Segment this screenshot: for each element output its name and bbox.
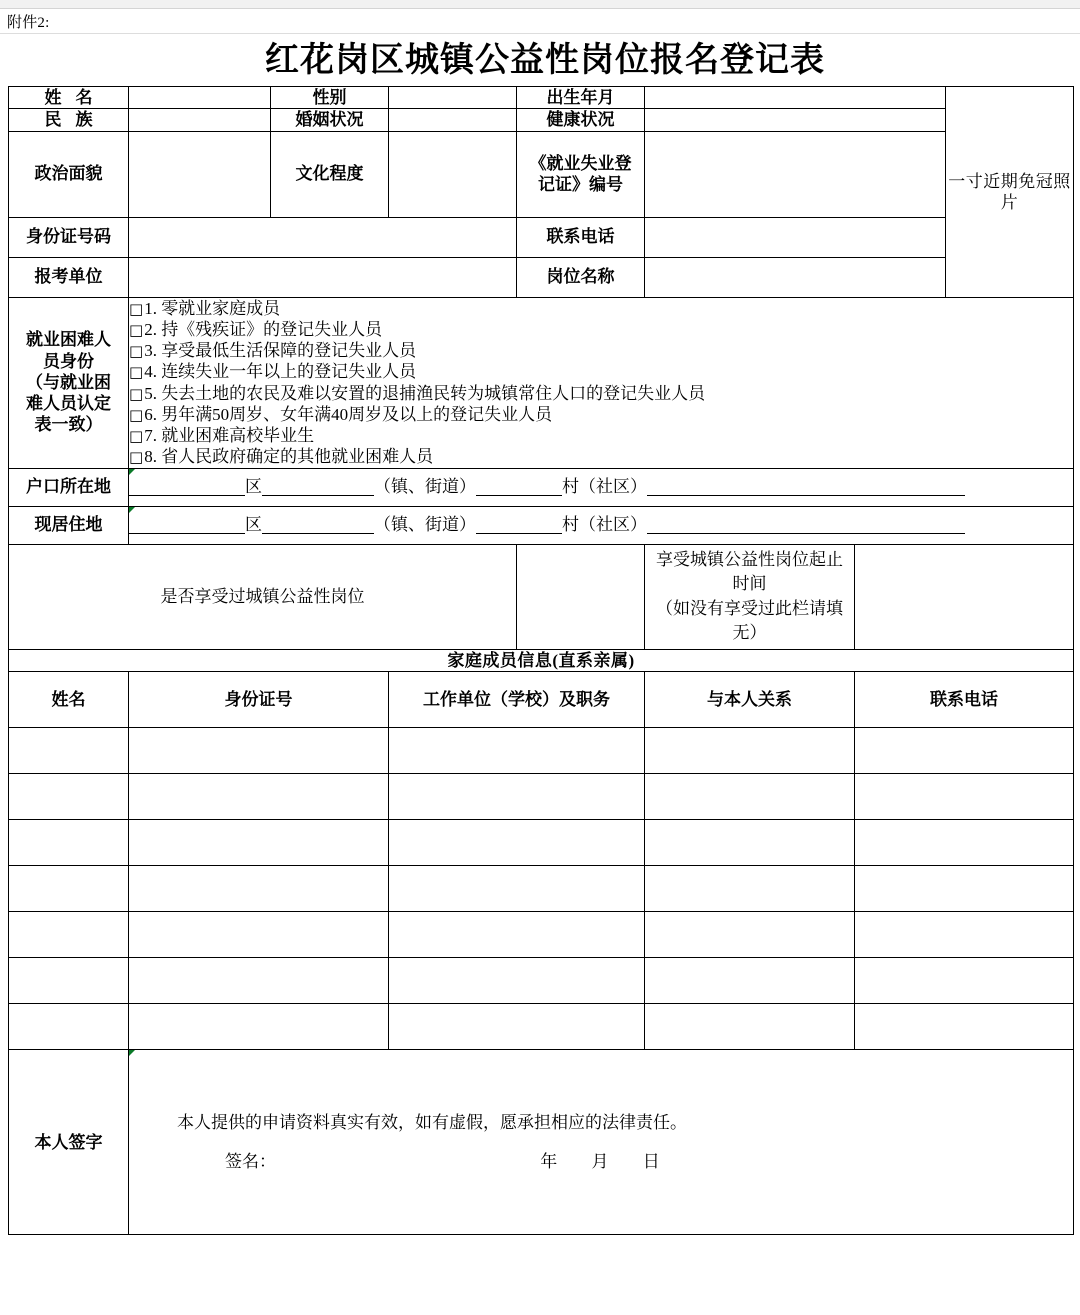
family-cell-workplace[interactable] <box>389 866 645 912</box>
comment-marker-icon <box>129 507 135 513</box>
family-cell-id[interactable] <box>129 1004 389 1050</box>
signature-statement: 本人提供的申请资料真实有效，如有虚假，愿承担相应的法律责任。 <box>177 1113 687 1133</box>
difficulty-option-3[interactable] <box>129 340 1073 361</box>
household-town-blank[interactable] <box>476 476 562 496</box>
household-district-blank-2[interactable] <box>262 476 374 496</box>
signature-line[interactable] <box>129 1151 1073 1172</box>
family-cell-name[interactable] <box>9 866 129 912</box>
family-cell-workplace[interactable] <box>389 958 645 1004</box>
difficulty-option-2-label: 2. 持《残疾证》的登记失业人员 <box>144 319 383 339</box>
row-ethnicity <box>9 109 1074 131</box>
checkbox-icon[interactable]: □ <box>129 299 144 318</box>
family-cell-relation[interactable] <box>645 774 855 820</box>
family-cell-phone[interactable] <box>855 912 1074 958</box>
family-cell-workplace[interactable] <box>389 728 645 774</box>
difficulty-option-7-label: 7. 就业困难高校毕业生 <box>144 426 315 445</box>
label-birth: 出生年月 <box>517 87 645 109</box>
input-marital[interactable] <box>389 109 517 131</box>
page-title: 红花岗区城镇公益性岗位报名登记表 <box>265 40 825 80</box>
row-political <box>9 131 1074 217</box>
date-month-label: 月 <box>591 1152 609 1172</box>
difficulty-label-line-5: 表一致） <box>34 415 103 435</box>
row-household-address <box>9 468 1074 506</box>
checkbox-icon[interactable]: □ <box>129 342 144 360</box>
comment-marker-icon <box>129 1050 135 1056</box>
household-district-suffix: 区 <box>245 477 262 497</box>
photo-placeholder: 一寸近期免冠照片 <box>946 87 1074 298</box>
family-section-title: 家庭成员信息(直系亲属) <box>9 650 1074 672</box>
current-district-suffix: 区 <box>245 515 262 535</box>
family-cell-relation[interactable] <box>645 728 855 774</box>
household-village-suffix: 村（社区） <box>562 477 647 497</box>
family-col-phone: 联系电话 <box>855 672 1074 728</box>
current-village-suffix: 村（社区） <box>562 515 647 535</box>
table-row <box>9 820 1074 866</box>
window-top-strip <box>0 0 1080 9</box>
difficulty-option-8[interactable] <box>129 446 1073 467</box>
household-town-suffix: （镇、街道） <box>374 477 476 497</box>
family-cell-name[interactable] <box>9 728 129 774</box>
row-family-column-headers <box>9 672 1074 728</box>
table-row <box>9 912 1074 958</box>
row-public-post <box>9 544 1074 650</box>
family-cell-name[interactable] <box>9 820 129 866</box>
family-cell-id[interactable] <box>129 820 389 866</box>
family-cell-id[interactable] <box>129 728 389 774</box>
label-position-name: 岗位名称 <box>517 257 645 297</box>
input-ethnicity[interactable] <box>129 109 271 131</box>
table-row <box>9 728 1074 774</box>
row-difficulty <box>9 297 1074 468</box>
difficulty-option-3-label: 3. 享受最低生活保障的登记失业人员 <box>144 341 417 360</box>
form-sheet <box>0 86 1080 1235</box>
label-political: 政治面貌 <box>9 131 129 217</box>
current-town-blank[interactable] <box>476 514 562 534</box>
current-village-blank[interactable] <box>647 514 965 534</box>
checkbox-icon[interactable]: □ <box>129 363 144 382</box>
difficulty-option-4-label: 4. 连续失业一年以上的登记失业人员 <box>144 362 417 382</box>
family-cell-phone[interactable] <box>855 958 1074 1004</box>
input-unemployment-cert[interactable] <box>645 131 946 217</box>
input-political[interactable] <box>129 131 271 217</box>
family-cell-name[interactable] <box>9 774 129 820</box>
family-cell-workplace[interactable] <box>389 912 645 958</box>
family-col-name: 姓名 <box>9 672 129 728</box>
family-col-relation: 与本人关系 <box>645 672 855 728</box>
current-district-blank-2[interactable] <box>262 514 374 534</box>
input-health[interactable] <box>645 109 946 131</box>
row-apply-unit <box>9 257 1074 297</box>
difficulty-option-6-label: 6. 男年满50周岁、女年满40周岁及以上的登记失业人员 <box>144 404 553 424</box>
attachment-label: 附件2: <box>7 14 50 31</box>
label-id-number: 身份证号码 <box>9 217 129 257</box>
family-cell-id[interactable] <box>129 774 389 820</box>
registration-form-table <box>8 86 1074 1235</box>
difficulty-checklist <box>129 297 1074 468</box>
table-row <box>9 866 1074 912</box>
date-day-label: 日 <box>642 1152 660 1172</box>
row-name <box>9 87 1074 109</box>
difficulty-label-line-4: 难人员认定 <box>26 394 111 414</box>
input-name[interactable] <box>129 87 271 109</box>
difficulty-label-line-2: 员身份 <box>43 351 94 371</box>
family-cell-phone[interactable] <box>855 728 1074 774</box>
attachment-row <box>0 9 1080 34</box>
label-enjoyed-public-post: 是否享受过城镇公益性岗位 <box>9 544 517 650</box>
household-village-blank[interactable] <box>647 476 965 496</box>
family-cell-name[interactable] <box>9 912 129 958</box>
difficulty-option-8-label: 8. 省人民政府确定的其他就业困难人员 <box>144 447 434 467</box>
family-cell-relation[interactable] <box>645 912 855 958</box>
label-apply-unit: 报考单位 <box>9 257 129 297</box>
checkbox-icon[interactable]: □ <box>129 320 144 339</box>
signature-area[interactable] <box>129 1050 1074 1235</box>
row-current-address <box>9 506 1074 544</box>
difficulty-option-2[interactable] <box>129 319 1073 340</box>
household-district-blank[interactable] <box>129 476 245 496</box>
date-year-label: 年 <box>540 1152 558 1172</box>
family-cell-name[interactable] <box>9 1004 129 1050</box>
title-row <box>0 34 1080 86</box>
family-cell-relation[interactable] <box>645 866 855 912</box>
public-post-period-line-1: 享受城镇公益性岗位起止时间 <box>656 549 843 594</box>
row-id-number <box>9 217 1074 257</box>
family-col-id: 身份证号 <box>129 672 389 728</box>
difficulty-option-4[interactable] <box>129 361 1073 382</box>
input-public-post-period[interactable] <box>855 544 1074 650</box>
current-district-blank[interactable] <box>129 514 245 534</box>
difficulty-label-line-3: （与就业困 <box>26 372 111 392</box>
family-cell-id[interactable] <box>129 866 389 912</box>
checkbox-icon[interactable]: □ <box>129 405 144 424</box>
label-health: 健康状况 <box>517 109 645 131</box>
table-row <box>9 958 1074 1004</box>
difficulty-option-5[interactable] <box>129 383 1073 404</box>
label-ethnicity: 民族 <box>9 109 129 131</box>
family-cell-phone[interactable] <box>855 820 1074 866</box>
family-cell-workplace[interactable] <box>389 1004 645 1050</box>
difficulty-option-5-label: 5. 失去土地的农民及难以安置的退捕渔民转为城镇常住人口的登记失业人员 <box>144 383 706 403</box>
label-difficulty-identity <box>9 297 129 468</box>
label-current-address: 现居住地 <box>9 506 129 544</box>
input-household-address[interactable] <box>129 468 1074 506</box>
input-enjoyed-public-post[interactable] <box>517 544 645 650</box>
input-apply-unit[interactable] <box>129 257 517 297</box>
input-phone[interactable] <box>645 217 946 257</box>
input-gender[interactable] <box>389 87 517 109</box>
family-cell-id[interactable] <box>129 958 389 1004</box>
difficulty-option-6[interactable] <box>129 404 1073 425</box>
difficulty-option-1[interactable] <box>129 298 1073 319</box>
difficulty-label-line-1: 就业困难人 <box>26 330 111 350</box>
family-cell-phone[interactable] <box>855 1004 1074 1050</box>
label-unemployment-cert: 《就业失业登记证》编号 <box>517 131 645 217</box>
row-family-section-header <box>9 650 1074 672</box>
input-id-number[interactable] <box>129 217 517 257</box>
family-cell-relation[interactable] <box>645 1004 855 1050</box>
current-town-suffix: （镇、街道） <box>374 515 476 535</box>
input-education[interactable] <box>389 131 517 217</box>
family-cell-phone[interactable] <box>855 866 1074 912</box>
signature-date <box>540 1152 690 1171</box>
family-col-workplace: 工作单位（学校）及职务 <box>389 672 645 728</box>
label-education: 文化程度 <box>271 131 389 217</box>
label-gender: 性别 <box>271 87 389 109</box>
public-post-period-line-2: （如没有享受过此栏请填无） <box>656 598 843 643</box>
family-cell-relation[interactable] <box>645 820 855 866</box>
checkbox-icon[interactable]: □ <box>129 448 144 467</box>
input-current-address[interactable] <box>129 506 1074 544</box>
label-marital: 婚姻状况 <box>271 109 389 131</box>
family-cell-phone[interactable] <box>855 774 1074 820</box>
label-public-post-period <box>645 544 855 650</box>
family-cell-workplace[interactable] <box>389 820 645 866</box>
checkbox-icon[interactable]: □ <box>129 427 144 445</box>
comment-marker-icon <box>129 469 135 475</box>
family-cell-name[interactable] <box>9 958 129 1004</box>
signature-name-prompt: 签名： <box>225 1152 276 1172</box>
row-signature <box>9 1050 1074 1235</box>
difficulty-option-1-label: 1. 零就业家庭成员 <box>144 298 281 318</box>
label-signature: 本人签字 <box>9 1050 129 1235</box>
label-name: 姓名 <box>9 87 129 109</box>
label-phone: 联系电话 <box>517 217 645 257</box>
checkbox-icon[interactable]: □ <box>129 384 144 403</box>
input-birth[interactable] <box>645 87 946 109</box>
table-row <box>9 774 1074 820</box>
family-cell-workplace[interactable] <box>389 774 645 820</box>
table-row <box>9 1004 1074 1050</box>
difficulty-option-7[interactable] <box>129 425 1073 446</box>
input-position-name[interactable] <box>645 257 946 297</box>
family-cell-relation[interactable] <box>645 958 855 1004</box>
family-cell-id[interactable] <box>129 912 389 958</box>
label-household-address: 户口所在地 <box>9 468 129 506</box>
